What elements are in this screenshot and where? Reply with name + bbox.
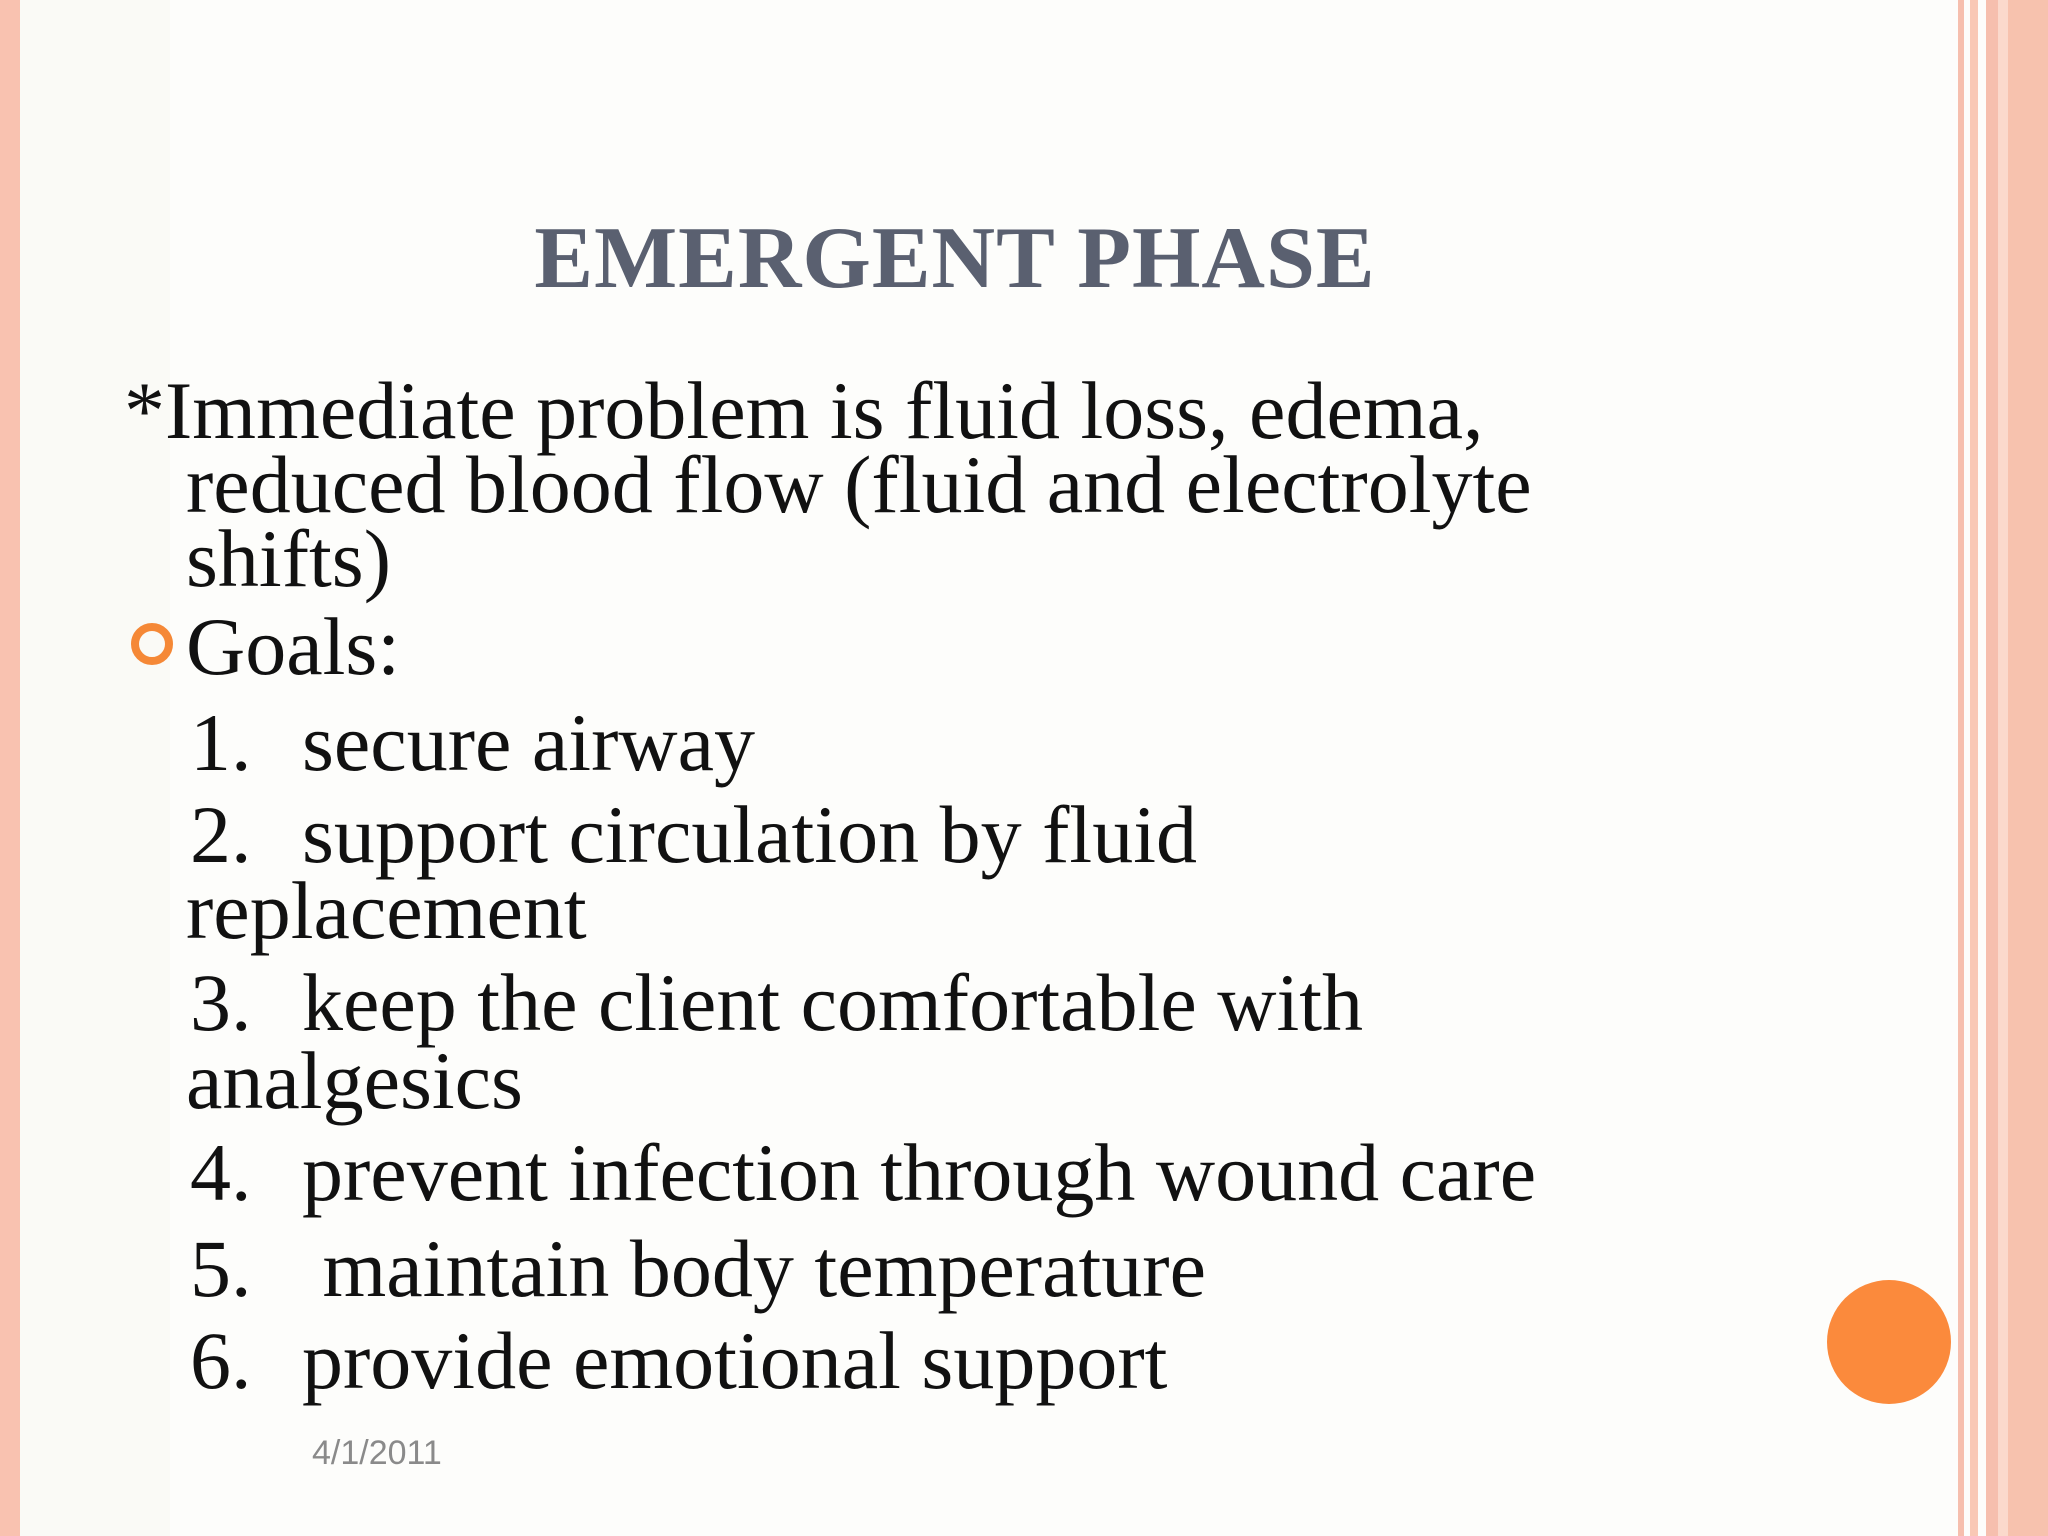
footer-date: 4/1/2011 <box>312 1434 442 1472</box>
goal-item <box>190 789 1197 880</box>
goal-number: 4. <box>190 1127 252 1218</box>
goal-text-continued: analgesics <box>186 1035 523 1126</box>
right-stripes-decoration <box>1956 0 2048 1536</box>
goal-number: 6. <box>190 1315 252 1406</box>
intro-line: reduced blood flow (fluid and electrolyte <box>186 439 1532 530</box>
goal-text: provide emotional support <box>302 1315 1168 1406</box>
goal-number: 2. <box>190 789 252 880</box>
goal-number: 5. <box>190 1223 252 1314</box>
goal-text: prevent infection through wound care <box>302 1127 1537 1218</box>
goal-item <box>190 1315 1168 1406</box>
goal-text-continued: replacement <box>186 865 587 956</box>
goal-item <box>190 1223 1206 1314</box>
goals-label: Goals: <box>186 601 401 692</box>
goal-item <box>190 957 1364 1048</box>
goal-text: support circulation by fluid <box>302 789 1197 880</box>
goal-text: maintain body temperature <box>302 1223 1206 1314</box>
intro-line: shifts) <box>186 513 391 604</box>
goal-item <box>190 697 756 788</box>
goal-number: 3. <box>190 957 252 1048</box>
goal-text: keep the client comfortable with <box>302 957 1364 1048</box>
goal-item <box>190 1127 1537 1218</box>
goal-number: 1. <box>190 697 252 788</box>
intro-line: *Immediate problem is fluid loss, edema, <box>124 365 1484 456</box>
ring-bullet-icon <box>131 623 173 665</box>
slide-title: EMERGENT PHASE <box>534 210 1376 307</box>
goal-text: secure airway <box>302 697 756 788</box>
